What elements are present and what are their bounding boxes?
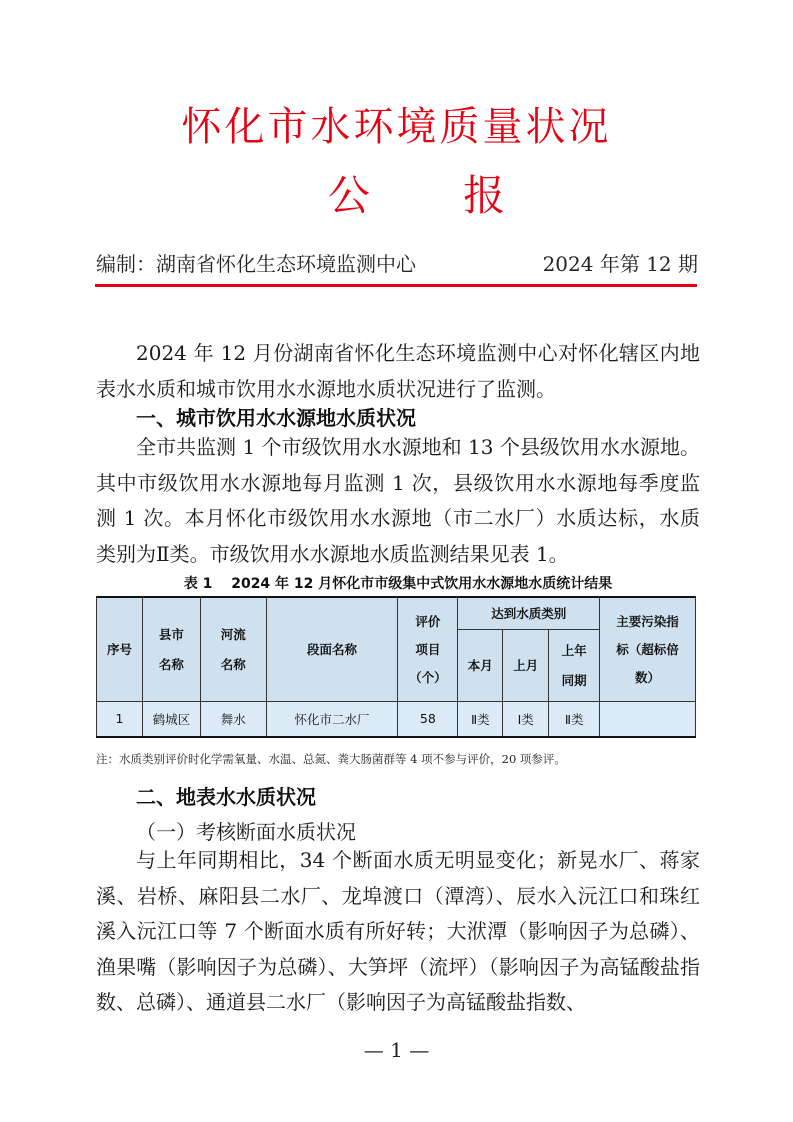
cell-items: 58 [398, 701, 458, 737]
header-last-year-l2: 同期 [561, 673, 587, 688]
document-subtitle: 公 报 [327, 171, 546, 220]
header-items-l3: （个） [409, 670, 447, 686]
header-pollutant [600, 597, 696, 701]
header-last-year [549, 629, 600, 701]
header-river-l1: 河流 [220, 627, 246, 643]
table1-caption: 表 1 2024 年 12 月怀化市市级集中式饮用水水源地水质统计结果 [183, 576, 613, 592]
header-pollutant-l2: 标（超标倍 [616, 642, 679, 658]
editor-line [96, 248, 698, 277]
table-row [97, 701, 696, 737]
header-items-l1: 评价 [415, 614, 441, 630]
header-county [142, 597, 200, 701]
cell-this-month: Ⅱ类 [458, 701, 503, 737]
header-last-month: 上月 [503, 629, 549, 701]
header-divider [95, 284, 697, 287]
cell-river: 舞水 [200, 701, 266, 737]
header-last-year-l1: 上年 [561, 643, 587, 658]
header-river [200, 597, 266, 701]
page-number: — 1 — [363, 1038, 430, 1062]
cell-index: 1 [97, 701, 143, 737]
header-category-group: 达到水质类别 [458, 597, 600, 629]
section1-paragraph: 全市共监测 1 个市级饮用水水源地和 13 个县级饮用水水源地。其中市级饮用水水源地每月监测 1 次，县级饮用水水源地每季度监测 1 次。本月怀化市级饮用水水源地（市二水厂）水质达标，水质类别为Ⅱ类。市级饮用水水源地水质监测结果见表 1。 [96, 435, 700, 566]
editor-label: 编制：湖南省怀化生态环境监测中心 [96, 252, 416, 276]
cell-section: 怀化市二水厂 [266, 701, 398, 737]
section2-paragraph: 与上年同期相比，34 个断面水质无明显变化；新晃水厂、蒋家溪、岩桥、麻阳县二水厂、龙埠渡口（潭湾）、辰水入沅江口和珠红溪入沅江口等 7 个断面水质有所好转；大洑潭（影响因子为总磷）、渔果嘴（影响因子为总磷）、大笋坪（流坪）（影响因子为高锰酸盐指数、总磷）、通道县二水厂（影响因子为高锰酸盐指数、 [96, 848, 700, 1014]
section1-heading: 一、城市饮用水水源地水质状况 [136, 406, 416, 430]
header-county-l1: 县市 [158, 627, 184, 643]
header-pollutant-l1: 主要污染指 [616, 614, 679, 630]
table1-note: 注：水质类别评价时化学需氧量、水温、总氮、粪大肠菌群等 4 项不参与评价，20 项参评。 [96, 752, 566, 766]
document-title: 怀化市水环境质量状况 [181, 104, 612, 150]
issue-number: 2024 年第 12 期 [542, 252, 698, 276]
section2-heading: 二、地表水水质状况 [136, 785, 316, 809]
header-this-month: 本月 [458, 629, 503, 701]
cell-pollutant [600, 701, 696, 737]
cell-county: 鹤城区 [142, 701, 200, 737]
header-index: 序号 [97, 597, 143, 701]
header-items [398, 597, 458, 701]
intro-paragraph: 2024 年 12 月份湖南省怀化生态环境监测中心对怀化辖区内地表水水质和城市饮用水水源地水质状况进行了监测。 [96, 341, 700, 401]
header-items-l2: 项目 [415, 642, 441, 658]
section2-subheading: （一）考核断面水质状况 [136, 820, 356, 844]
header-county-l2: 名称 [158, 657, 184, 673]
header-section: 段面名称 [266, 597, 398, 701]
header-river-l2: 名称 [220, 657, 246, 673]
header-pollutant-l3: 数） [635, 670, 661, 686]
table1 [96, 596, 696, 738]
cell-last-year: Ⅱ类 [549, 701, 600, 737]
cell-last-month: Ⅰ类 [503, 701, 549, 737]
